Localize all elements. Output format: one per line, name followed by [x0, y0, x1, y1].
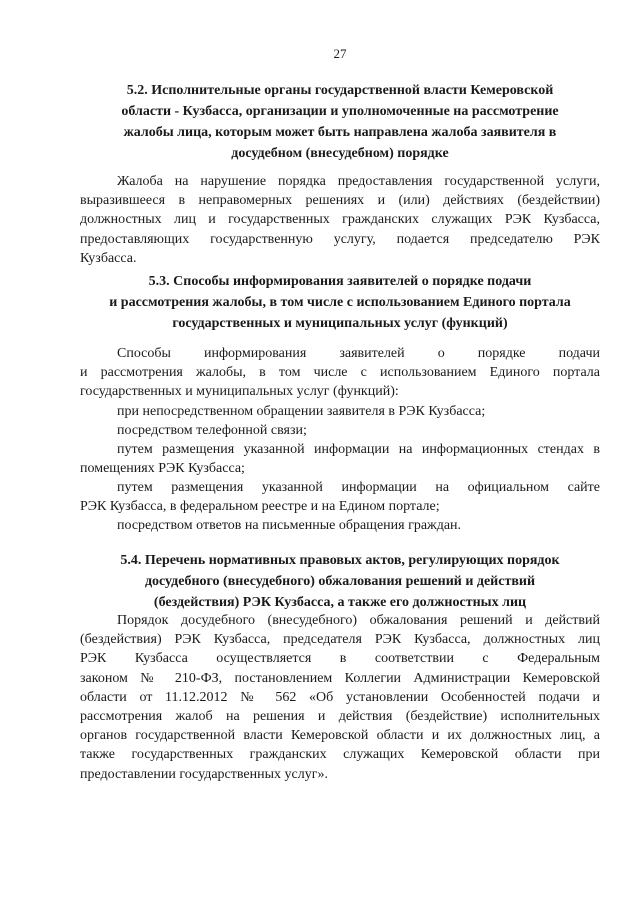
section-5-2-heading — [80, 80, 600, 164]
list-item-line: посредством телефонной связи; — [117, 423, 307, 438]
section-5-3-intro — [80, 344, 600, 402]
paragraph-line: области от 11.12.2012 № 562 «Об установлении Особенностей подачи и — [80, 689, 600, 705]
heading-line: жалобы лица, которым может быть направлена жалоба заявителя в — [123, 125, 557, 140]
paragraph-line: Способы информирования заявителей о порядке подачи — [117, 346, 600, 361]
heading-line: государственных и муниципальных услуг (функций) — [172, 316, 508, 331]
page-number: 27 — [333, 46, 347, 61]
heading-line: 5.4. Перечень нормативных правовых актов, регулирующих порядок — [120, 553, 560, 568]
paragraph-line: РЭК Кузбасса осуществляется в соответствии с Федеральным — [80, 651, 600, 667]
list-item-line: помещениях РЭК Кузбасса; — [80, 461, 245, 477]
paragraph-line: рассмотрения жалоб на решения и действия (бездействие) исполнительных — [80, 708, 600, 724]
list-item — [80, 478, 600, 516]
section-5-2-body — [80, 172, 600, 268]
paragraph-line: Жалоба на нарушение порядка предоставления государственной услуги, — [117, 174, 600, 189]
paragraph-line: также государственных гражданских служащих Кемеровской области при — [80, 747, 600, 763]
paragraph-line: государственных и муниципальных услуг (функций): — [80, 384, 399, 400]
paragraph-line: законом № 210-ФЗ, постановлением Коллегии Администрации Кемеровской — [80, 670, 600, 686]
list-item-line: путем размещения указанной информации на официальном сайте — [117, 480, 600, 495]
paragraph-line: Кузбасса. — [80, 250, 137, 266]
list-item — [80, 440, 600, 478]
paragraph-line: предоставляющих государственную услугу, подается председателю РЭК — [80, 231, 600, 247]
paragraph-line: выразившееся в неправомерных решениях и (или) действиях (бездействии) — [80, 193, 600, 209]
heading-line: досудебном (внесудебном) порядке — [231, 146, 449, 161]
heading-line: досудебного (внесудебного) обжалования решений и действий — [144, 574, 536, 589]
section-5-4-body — [80, 611, 600, 784]
heading-line: области - Кузбасса, организации и уполномоченные на рассмотрение — [121, 104, 559, 119]
list-item-line: РЭК Кузбасса, в федеральном реестре и на Едином портале; — [80, 499, 440, 515]
list-item-line: при непосредственном обращении заявителя в РЭК Кузбасса; — [117, 404, 486, 419]
heading-line: 5.3. Способы информирования заявителей о порядке подачи — [148, 274, 532, 289]
paragraph-line: и рассмотрения жалобы, в том числе с использованием Единого портала — [80, 365, 600, 381]
section-5-3-heading — [80, 271, 600, 334]
paragraph-line: должностных лиц и государственных гражданских служащих РЭК Кузбасса, — [80, 212, 600, 228]
list-item — [80, 516, 600, 535]
paragraph-line: предоставлении государственных услуг». — [80, 766, 328, 782]
section-5-4-heading — [80, 550, 600, 613]
heading-line: 5.2. Исполнительные органы государственной власти Кемеровской — [126, 83, 554, 98]
list-item-line: путем размещения указанной информации на информационных стендах в — [117, 442, 600, 457]
heading-line: (бездействия) РЭК Кузбасса, а также его должностных лиц — [153, 595, 527, 610]
heading-line: и рассмотрения жалобы, в том числе с использованием Единого портала — [109, 295, 571, 310]
list-item-line: посредством ответов на письменные обращения граждан. — [117, 518, 462, 533]
paragraph-line: (бездействия) РЭК Кузбасса, председателя РЭК Кузбасса, должностных лиц — [80, 632, 600, 648]
paragraph-line: Порядок досудебного (внесудебного) обжалования решений и действий — [117, 613, 600, 628]
paragraph-line: органов государственной власти Кемеровской области и их должностных лиц, а — [80, 728, 600, 744]
list-item — [80, 421, 600, 440]
document-page — [80, 0, 600, 905]
list-item — [80, 402, 600, 421]
